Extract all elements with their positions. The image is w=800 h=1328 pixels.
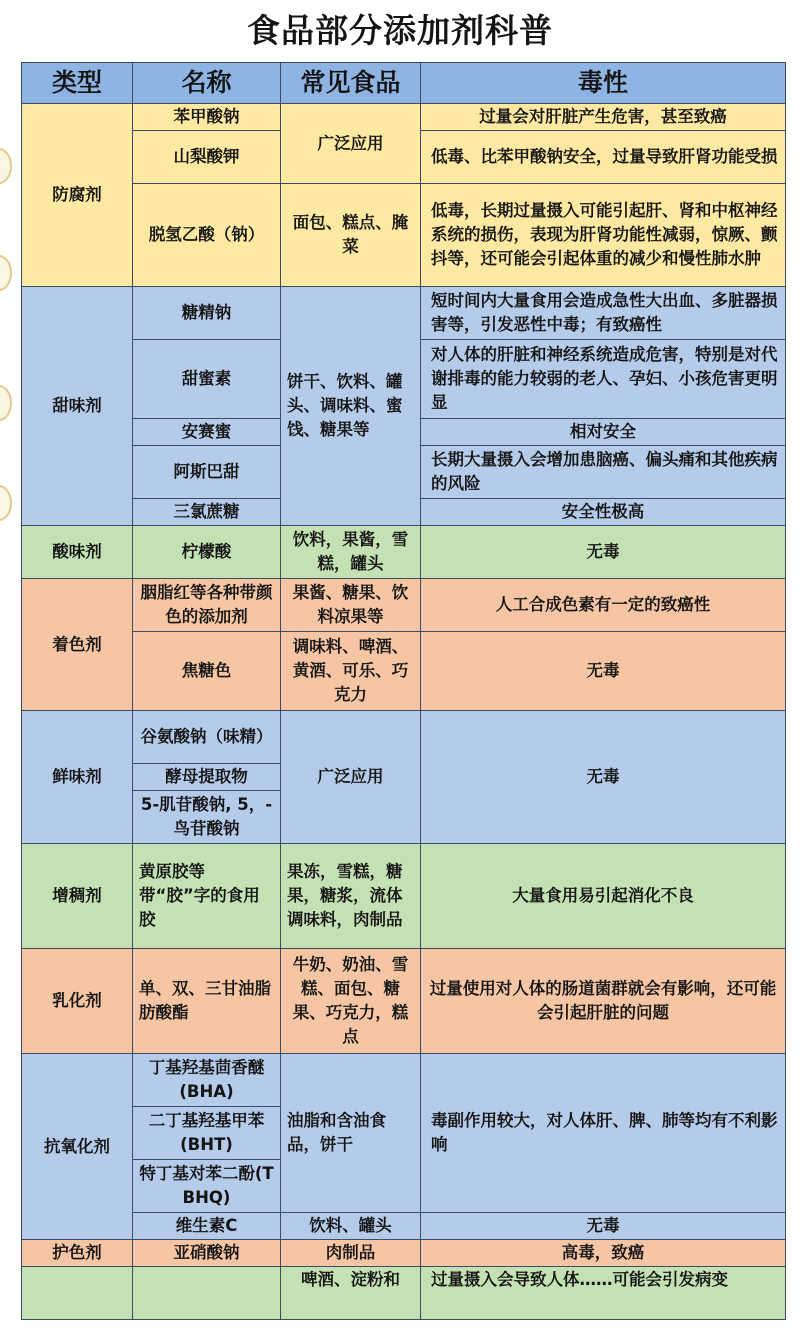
name-cell: 酵母提取物 [133, 764, 281, 791]
name-cell: 胭脂红等各种带颜色的添加剂 [133, 579, 281, 632]
food-cell: 油脂和含油食品，饼干 [281, 1054, 421, 1213]
table-row [22, 526, 786, 579]
toxicity-cell: 高毒，致癌 [421, 1240, 786, 1267]
food-cell: 肉制品 [281, 1240, 421, 1267]
food-cell: 面包、糕点、腌菜 [281, 184, 421, 287]
toxicity-cell: 无毒 [421, 711, 786, 844]
name-cell: 苯甲酸钠 [133, 104, 281, 131]
name-cell: 山梨酸钾 [133, 131, 281, 184]
group-flavor-enhancer [22, 711, 786, 844]
additive-table [21, 62, 786, 1320]
header-type: 类型 [22, 63, 133, 104]
food-cell: 饼干、饮料、罐头、调味料、蜜饯、糖果等 [281, 287, 421, 526]
name-cell: 阿斯巴甜 [133, 446, 281, 499]
name-cell [133, 1267, 281, 1320]
type-cell: 鲜味剂 [22, 711, 133, 844]
toxicity-cell: 毒副作用较大，对人体肝、脾、肺等均有不利影响 [421, 1054, 786, 1213]
toxicity-cell: 低毒、比苯甲酸钠安全，过量导致肝肾功能受损 [421, 131, 786, 184]
type-cell: 抗氧化剂 [22, 1054, 133, 1240]
group-cut-off [22, 1267, 786, 1320]
table-header-row [22, 63, 786, 104]
toxicity-cell: 安全性极高 [421, 499, 786, 526]
table-row [22, 1240, 786, 1267]
decorative-shape [0, 148, 12, 184]
food-cell: 广泛应用 [281, 711, 421, 844]
food-cell: 广泛应用 [281, 104, 421, 184]
food-cell: 果冻，雪糕，糖果，糖浆，流体调味料，肉制品 [281, 844, 421, 949]
toxicity-cell: 无毒 [421, 632, 786, 711]
type-cell: 乳化剂 [22, 949, 133, 1054]
name-cell: 丁基羟基茴香醚(BHA) [133, 1054, 281, 1107]
name-cell: 安赛蜜 [133, 419, 281, 446]
group-antioxidant [22, 1054, 786, 1240]
table-row [22, 287, 786, 340]
type-cell: 防腐剂 [22, 104, 133, 287]
toxicity-cell: 低毒，长期过量摄入可能引起肝、肾和中枢神经系统的损伤，表现为肝肾功能性减弱，惊厥、颤抖等，还可能会引起体重的减少和慢性肺水肿 [421, 184, 786, 287]
type-cell: 酸味剂 [22, 526, 133, 579]
food-cell: 啤酒、淀粉和 [281, 1267, 421, 1320]
group-colorant [22, 579, 786, 711]
food-cell: 饮料、罐头 [281, 1213, 421, 1240]
table-row [22, 949, 786, 1054]
toxicity-cell: 短时间内大量食用会造成急性大出血、多脏器损害等，引发恶性中毒；有致癌性 [421, 287, 786, 340]
food-cell: 调味料、啤酒、黄酒、可乐、巧克力 [281, 632, 421, 711]
toxicity-cell: 长期大量摄入会增加患脑癌、偏头痛和其他疾病的风险 [421, 446, 786, 499]
type-cell [22, 1267, 133, 1320]
name-cell: 特丁基对苯二酚(TBHQ) [133, 1160, 281, 1213]
name-cell: 谷氨酸钠（味精） [133, 711, 281, 764]
type-cell: 甜味剂 [22, 287, 133, 526]
type-cell: 增稠剂 [22, 844, 133, 949]
header-toxicity: 毒性 [421, 63, 786, 104]
toxicity-cell: 过量会对肝脏产生危害，甚至致癌 [421, 104, 786, 131]
group-thickener [22, 844, 786, 949]
toxicity-cell: 无毒 [421, 526, 786, 579]
name-cell: 糖精钠 [133, 287, 281, 340]
type-cell: 护色剂 [22, 1240, 133, 1267]
toxicity-cell: 人工合成色素有一定的致癌性 [421, 579, 786, 632]
name-cell: 维生素C [133, 1213, 281, 1240]
table-row [22, 104, 786, 131]
name-cell: 黄原胶等带“胶”字的食用胶 [133, 844, 281, 949]
toxicity-cell: 过量摄入会导致人体……可能会引发病变 [421, 1267, 786, 1320]
group-color-fixative [22, 1240, 786, 1267]
table-row [22, 1054, 786, 1107]
food-cell: 饮料，果酱，雪糕，罐头 [281, 526, 421, 579]
decorative-shape [0, 485, 12, 521]
type-cell: 着色剂 [22, 579, 133, 711]
name-cell: 5-肌苷酸钠, 5，-鸟苷酸钠 [133, 791, 281, 844]
name-cell: 焦糖色 [133, 632, 281, 711]
group-sweetener [22, 287, 786, 526]
toxicity-cell: 过量使用对人体的肠道菌群就会有影响，还可能会引起肝脏的问题 [421, 949, 786, 1054]
food-cell: 果酱、糖果、饮料凉果等 [281, 579, 421, 632]
table-row [22, 844, 786, 949]
table-row [22, 1267, 786, 1320]
name-cell: 单、双、三甘油脂肪酸酯 [133, 949, 281, 1054]
table-row [22, 184, 786, 287]
name-cell: 甜蜜素 [133, 340, 281, 419]
name-cell: 二丁基羟基甲苯(BHT) [133, 1107, 281, 1160]
name-cell: 亚硝酸钠 [133, 1240, 281, 1267]
decorative-shape [0, 255, 12, 291]
name-cell: 脱氢乙酸（钠） [133, 184, 281, 287]
table-row [22, 632, 786, 711]
group-preservative [22, 104, 786, 287]
toxicity-cell: 大量食用易引起消化不良 [421, 844, 786, 949]
toxicity-cell: 相对安全 [421, 419, 786, 446]
toxicity-cell: 无毒 [421, 1213, 786, 1240]
group-acidulant [22, 526, 786, 579]
name-cell: 三氯蔗糖 [133, 499, 281, 526]
header-name: 名称 [133, 63, 281, 104]
food-cell: 牛奶、奶油、雪糕、面包、糖果、巧克力，糕点 [281, 949, 421, 1054]
table-row [22, 711, 786, 764]
name-cell: 柠檬酸 [133, 526, 281, 579]
table-row [22, 1213, 786, 1240]
group-emulsifier [22, 949, 786, 1054]
decorative-shape [0, 385, 12, 421]
toxicity-cell: 对人体的肝脏和神经系统造成危害，特别是对代谢排毒的能力较弱的老人、孕妇、小孩危害更明显 [421, 340, 786, 419]
header-food: 常见食品 [281, 63, 421, 104]
page-title: 食品部分添加剂科普 [247, 11, 553, 50]
table-row [22, 579, 786, 632]
